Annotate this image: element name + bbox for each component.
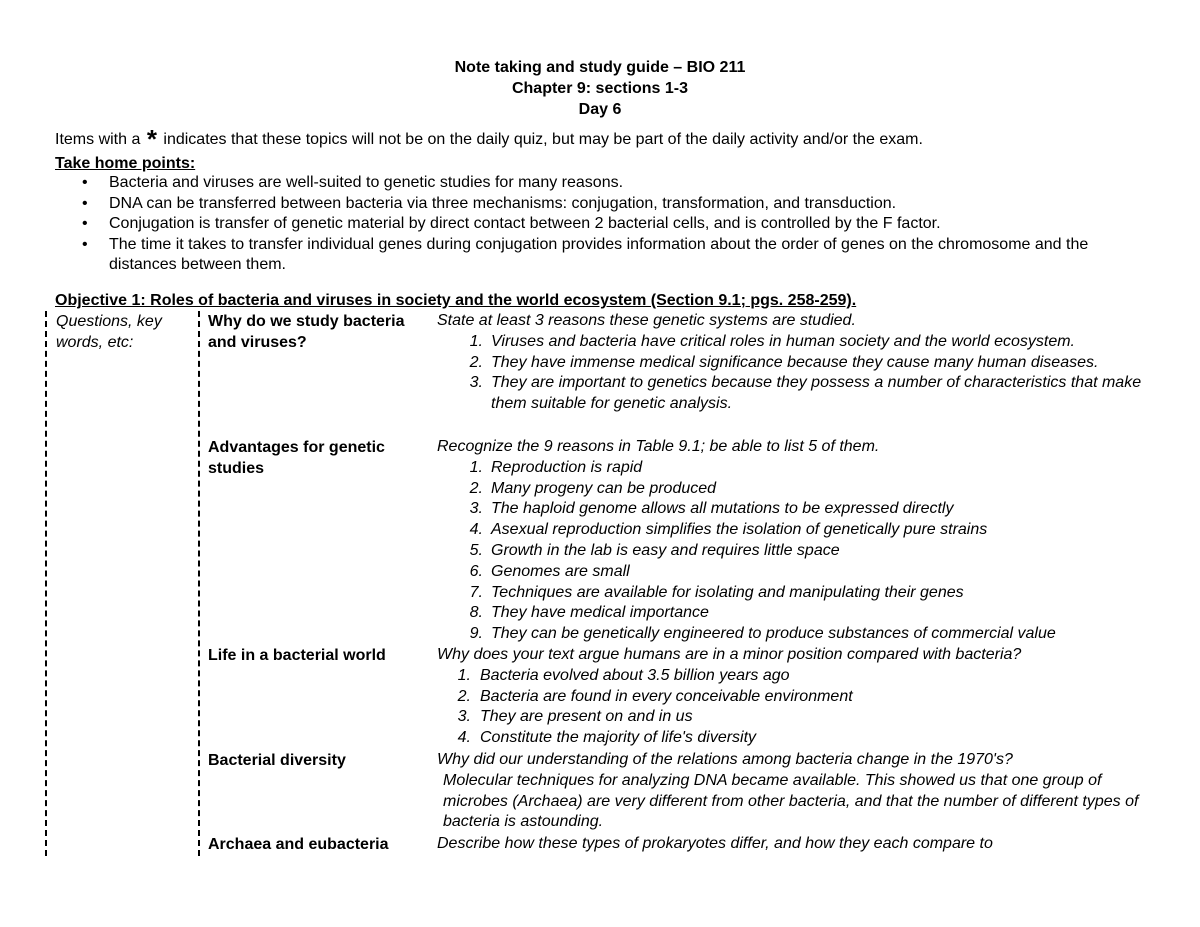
list-item: 1. Viruses and bacteria have critical roles in human society and the world ecosystem. [469,332,1075,350]
list-item: 4. Asexual reproduction simplifies the isolation of genetically pure strains [469,521,988,539]
take-home-point: • DNA can be transferred between bacteria via three mechanisms: conjugation, transformation, and transduction. [55,194,1155,215]
chapter-title: Chapter 9: sections 1-3 [511,80,689,97]
list-item: 3. They are important to genetics because they possess a number of characteristics that make them suitable for genetic analysis. [469,374,1142,413]
row-content [437,834,1167,855]
row-prompt: Why did our understanding of the relations among bacteria change in the 1970's? [437,751,1013,768]
course-title: Note taking and study guide – BIO 211 [454,59,746,76]
list-item: 2. They have immense medical significance because they cause many human diseases. [469,353,1099,371]
list-item: 4. Constitute the majority of life's diversity [457,729,757,747]
intro-text-start: Items with a [55,131,145,148]
row-content [437,750,1167,833]
answer-list [437,666,1167,749]
asterisk-icon: * [146,124,157,154]
row-content [437,311,1167,415]
row-prompt: Describe how these types of prokaryotes differ, and how they each compare to [437,835,993,852]
row-label: Life in a bacterial world [208,647,386,664]
row-prompt: State at least 3 reasons these genetic systems are studied. [437,312,856,329]
row-content [437,437,1167,645]
document-header [0,57,1200,120]
row-answer: Molecular techniques for analyzing DNA became available. This showed us that one group of microbes (Archaea) are very different from other bacteria, and that the number of different types of bacteria is astounding. [443,771,1139,831]
row-content [437,645,1167,749]
answer-list [437,332,1167,415]
list-item: 1. Reproduction is rapid [469,458,643,476]
intro-text-end: indicates that these topics will not be on the daily quiz, but may be part of the daily activity and/or the exam. [158,131,923,148]
table-left-border [45,311,47,856]
list-item: 8. They have medical importance [469,604,709,622]
take-home-heading: Take home points: [55,155,196,172]
list-item: 3. The haploid genome allows all mutations to be expressed directly [469,500,954,518]
list-item: 2. Bacteria are found in every conceivable environment [457,687,853,705]
list-item: 1. Bacteria evolved about 3.5 billion years ago [457,666,790,684]
row-prompt: Why does your text argue humans are in a minor position compared with bacteria? [437,646,1022,663]
list-item: 7. Techniques are available for isolating and manipulating their genes [469,583,964,601]
list-item: 2. Many progeny can be produced [469,479,717,497]
list-item: 3. They are present on and in us [457,708,693,726]
row-label: Archaea and eubacteria [208,836,389,853]
table-column-divider [198,311,200,856]
day-label: Day 6 [578,101,622,118]
take-home-point: • Conjugation is transfer of genetic material by direct contact between 2 bacterial cells, and is controlled by the F factor. [55,214,1155,235]
list-item: 5. Growth in the lab is easy and requires little space [469,541,840,559]
answer-list [437,458,1167,645]
list-item: 6. Genomes are small [469,562,630,580]
list-item: 9. They can be genetically engineered to produce substances of commercial value [469,625,1056,643]
take-home-list [55,173,1155,276]
row-label: Advantages for genetic studies [208,439,385,477]
objective-heading: Objective 1: Roles of bacteria and viruses in society and the world ecosystem (Section 9.1; pgs. 258-259). [55,292,857,309]
questions-column-label: Questions, key words, etc: [56,313,162,351]
take-home-point: • Bacteria and viruses are well-suited to genetic studies for many reasons. [55,173,1155,194]
intro-note [55,124,923,154]
row-label: Bacterial diversity [208,752,346,769]
row-label: Why do we study bacteria and viruses? [208,313,405,351]
take-home-point: • The time it takes to transfer individual genes during conjugation provides information about the order of genes on the chromosome and the distances between them. [55,235,1155,276]
row-prompt: Recognize the 9 reasons in Table 9.1; be able to list 5 of them. [437,438,880,455]
